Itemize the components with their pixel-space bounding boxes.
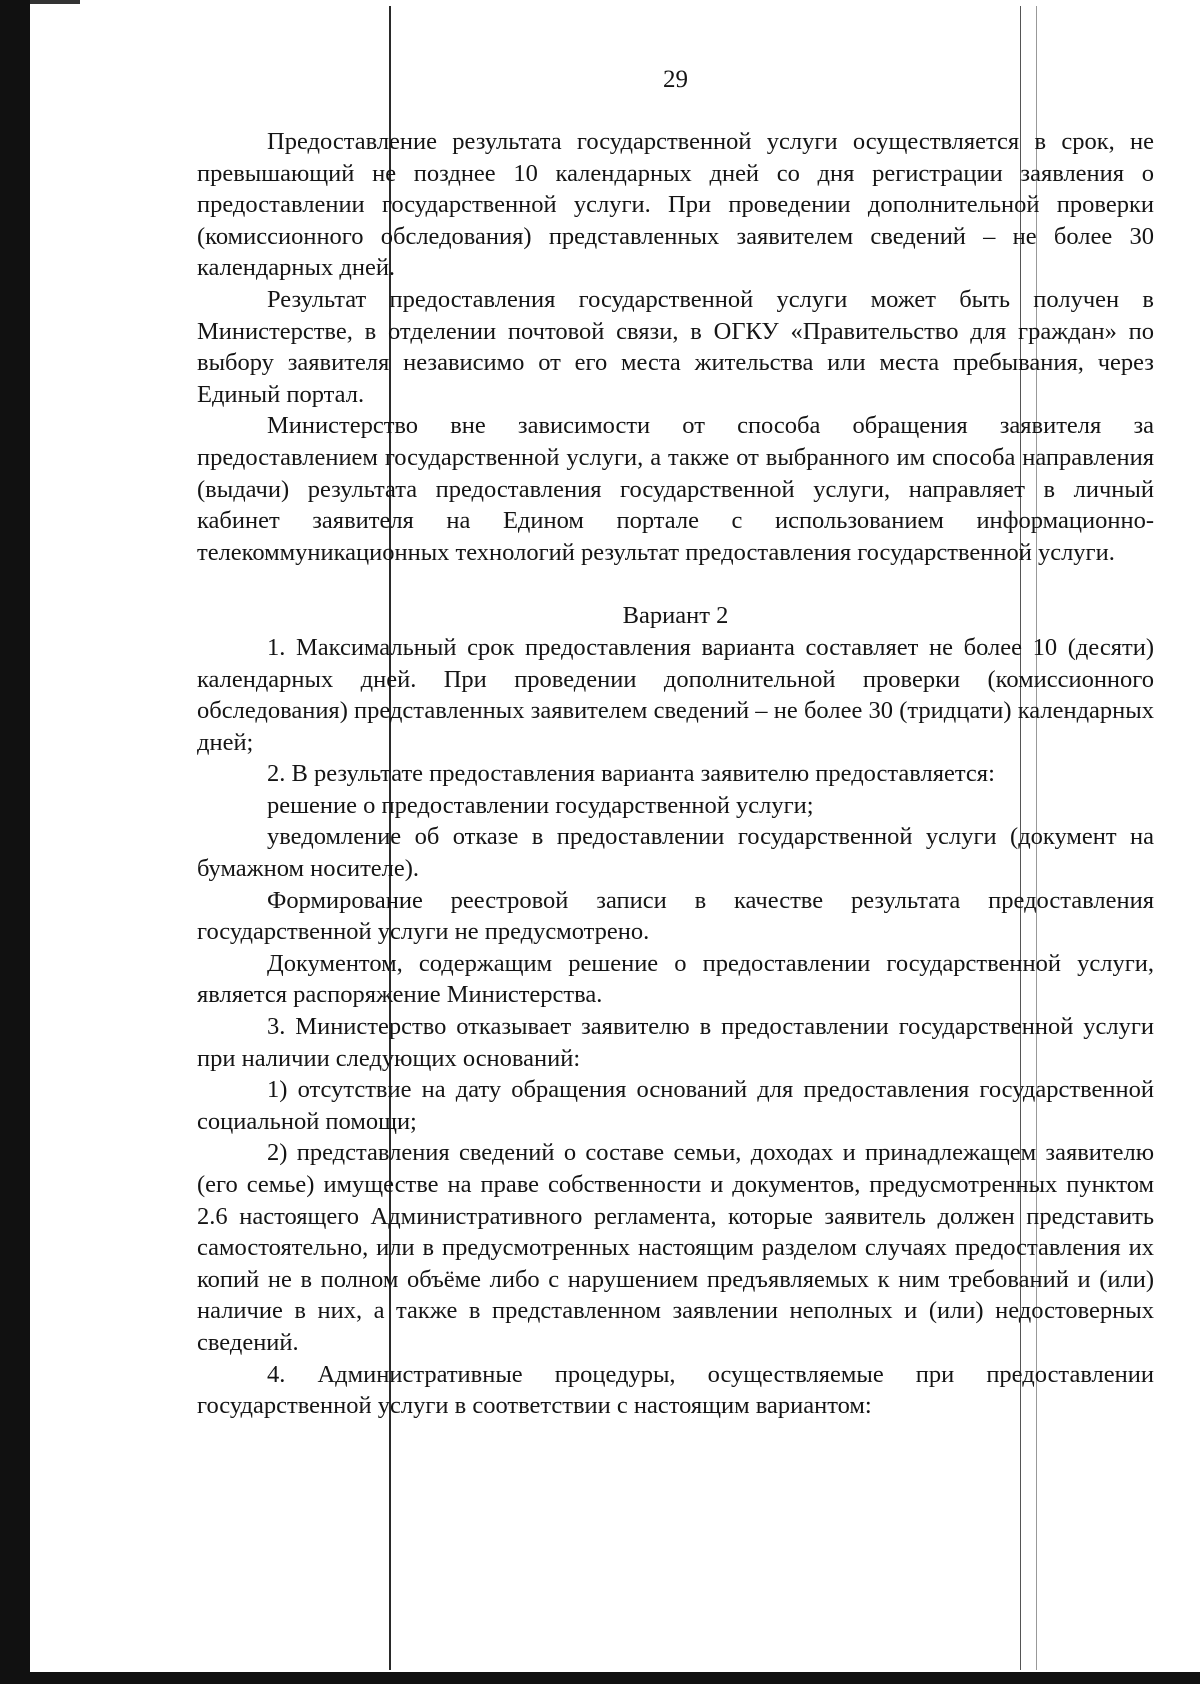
paragraph: Предоставление результата государственной услуги осуществляется в срок, не превышающий не позднее 10 календарных дней со дня регистрации заявления о предоставлении государственной услуги. При проведении дополнительной проверки (комиссионного обследования) представленных заявителем сведений – не более 30 календарных дней. — [197, 128, 1154, 282]
scan-edge-mark — [30, 0, 80, 4]
paragraph: 3. Министерство отказывает заявителю в предоставлении государственной услуги при наличии следующих оснований: — [197, 1013, 1154, 1072]
paragraph: решение о предоставлении государственной услуги; — [267, 791, 814, 819]
paragraph: 2. В результате предоставления варианта заявителю предоставляется: — [267, 760, 995, 788]
paragraph: Результат предоставления государственной услуги может быть получен в Министерстве, в отделении почтовой связи, в ОГКУ «Правительство для граждан» по выбору заявителя независимо от его места жительства или места пребывания, через Единый портал. — [197, 285, 1154, 408]
paragraph: 4. Административные процедуры, осуществляемые при предоставлении государственной услуги в соответствии с настоящим вариантом: — [197, 1360, 1154, 1420]
paragraph: Формирование реестровой записи в качестве результата предоставления государственной услуги не предусмотрено. — [197, 886, 1154, 946]
paragraph: 1) отсутствие на дату обращения оснований для предоставления государственной социальной помощи; — [197, 1076, 1154, 1135]
paragraph: 2) представления сведений о составе семьи, доходах и принадлежащем заявителю (его семье) имуществе на праве собственности и документов, предусмотренных пунктом 2.6 настоящего Административного регламента, которые заявитель должен представить самостоятельно, или в предусмотренных настоящим разделом случаях предоставления их копий не в полном объёме либо с нарушением предъявляемых к ним требований и (или) наличие в них, а также в представленном заявлении неполных и (или) недостоверных сведений. — [197, 1139, 1154, 1356]
page-number: 29 — [663, 66, 688, 93]
scan-edge-left — [0, 0, 30, 1684]
section-heading: Вариант 2 — [622, 602, 729, 630]
scan-edge-bottom — [0, 1672, 1200, 1684]
paragraph: Документом, содержащим решение о предоставлении государственной услуги, является распоряжение Министерства. — [197, 949, 1154, 1009]
paragraph: Министерство вне зависимости от способа обращения заявителя за предоставлением государственной услуги, а также от выбранного им способа направления (выдачи) результата предоставления государственной услуги, направляет в личный кабинет заявителя на Едином портале с использованием информационно-телекоммуникационных технологий результат предоставления государственной услуги. — [197, 412, 1154, 566]
paragraph: уведомление об отказе в предоставлении государственной услуги (документ на бумажном носителе). — [197, 823, 1154, 883]
document-body — [197, 126, 1154, 1422]
paragraph: 1. Максимальный срок предоставления варианта составляет не более 10 (десяти) календарных дней. При проведении дополнительной проверки (комиссионного обследования) представленных заявителем сведений – не более 30 (тридцати) календарных дней; — [197, 633, 1154, 756]
